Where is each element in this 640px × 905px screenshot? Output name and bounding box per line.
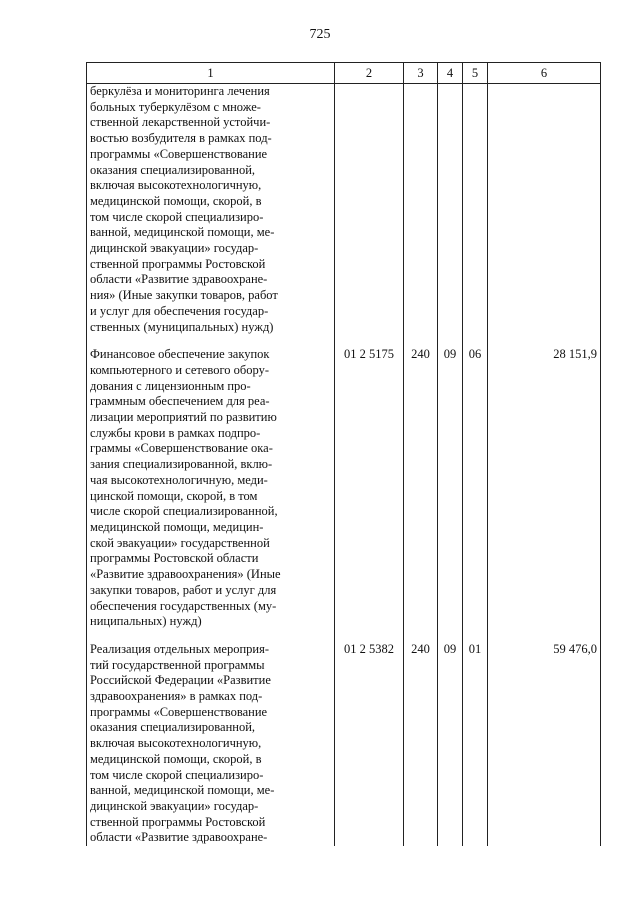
page-number: 725 — [309, 27, 331, 42]
row-target-code: 01 2 5175 — [335, 347, 404, 630]
table-row — [87, 347, 601, 630]
column-header-5: 5 — [463, 63, 488, 84]
column-header-6: 6 — [488, 63, 601, 84]
table-row — [87, 84, 601, 336]
row-description: беркулёза и мониторинга лечения больных туберкулёзом с множе- ственной лекарственной устойчи- востью возбудителя в рамках под- программы «Совершенствование оказания специализированной, включая высокотехнологичную, медицинской помощи, скорой, в том числе скорой специализиро- ванной, медицинской помощи, ме- дицинской эвакуации» государ- ственной программы Ростовской области «Развитие здравоохране- ния» (Иные закупки товаров, работ и услуг для обеспечения государ- ственных (муниципальных) нужд) — [87, 84, 335, 336]
row-section: 09 — [438, 347, 463, 630]
column-header-3: 3 — [404, 63, 438, 84]
row-expense-type: 240 — [404, 642, 438, 846]
row-spacer — [87, 335, 601, 347]
row-subsection: 01 — [463, 642, 488, 846]
table-header-row — [87, 63, 601, 84]
column-header-1: 1 — [87, 63, 335, 84]
column-header-2: 2 — [335, 63, 404, 84]
row-amount — [488, 84, 601, 336]
row-section — [438, 84, 463, 336]
row-spacer — [87, 630, 601, 642]
table-row — [87, 642, 601, 846]
row-target-code — [335, 84, 404, 336]
row-subsection: 06 — [463, 347, 488, 630]
row-target-code: 01 2 5382 — [335, 642, 404, 846]
row-amount: 28 151,9 — [488, 347, 601, 630]
row-description: Реализация отдельных мероприя- тий государственной программы Российской Федерации «Развитие здравоохранения» в рамках под- программы «Совершенствование оказания специализированной, включая высокотехнологичную, медицинской помощи, скорой, в том числе скорой специализиро- ванной, медицинской помощи, ме- дицинской эвакуации» государ- ственной программы Ростовской области «Развитие здравоохране- — [87, 642, 335, 846]
row-description: Финансовое обеспечение закупок компьютерного и сетевого обору- дования с лицензионным про- граммным обеспечением для реа- лизации мероприятий по развитию службы крови в рамках подпро- граммы «Совершенствование ока- зания специализированной, вклю- чая высокотехнологичную, меди- цинской помощи, скорой, в том числе скорой специализированной, медицинской помощи, медицин- ской эвакуации» государственной программы Ростовской области «Развитие здравоохранения» (Иные закупки товаров, работ и услуг для обеспечения государственных (му- ниципальных) нужд) — [87, 347, 335, 630]
row-section: 09 — [438, 642, 463, 846]
row-expense-type — [404, 84, 438, 336]
budget-table — [86, 62, 601, 846]
column-header-4: 4 — [438, 63, 463, 84]
row-subsection — [463, 84, 488, 336]
row-expense-type: 240 — [404, 347, 438, 630]
row-amount: 59 476,0 — [488, 642, 601, 846]
